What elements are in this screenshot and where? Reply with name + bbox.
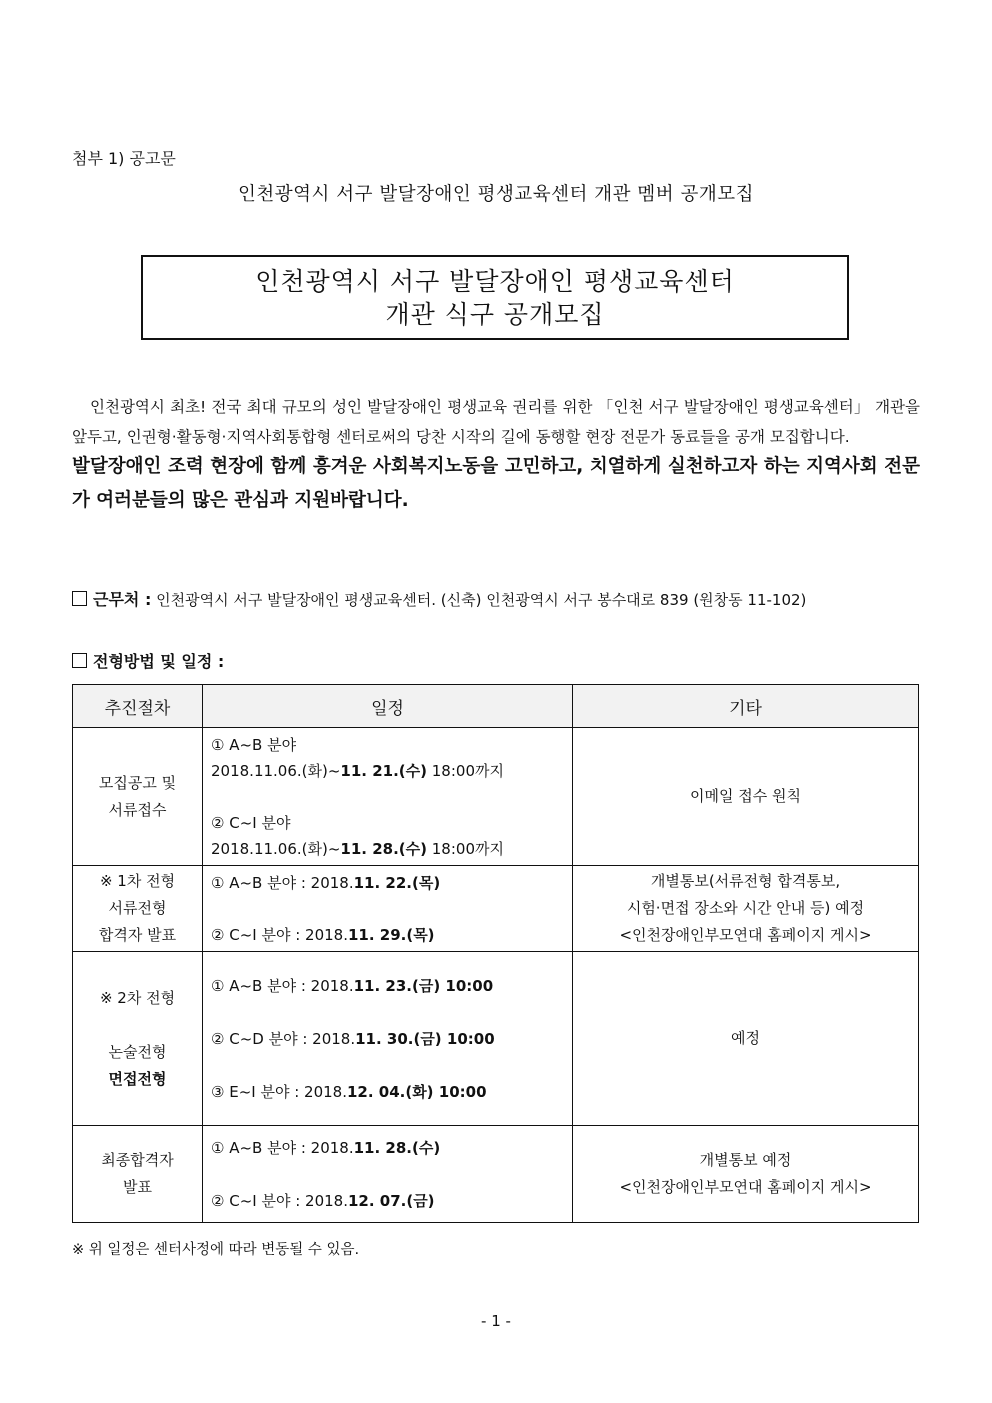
date-emphasis: 12. 04.(화) 10:00: [346, 1082, 487, 1101]
spacer: [211, 999, 572, 1026]
step-cell: [73, 1126, 203, 1223]
table-row: [73, 1126, 919, 1223]
date-emphasis: 11. 21.(수): [340, 761, 427, 780]
schedule-cell: [203, 1126, 573, 1223]
spacer: [211, 784, 572, 810]
date-emphasis: 12. 07.(금): [347, 1191, 435, 1210]
date-emphasis: 11. 30.(금) 10:00: [355, 1029, 495, 1048]
step-text: 최종합격자: [101, 1151, 174, 1169]
step-text: ※ 2차 전형: [99, 988, 176, 1007]
title-box: [141, 255, 849, 340]
note-cell: 이메일 접수 원칙: [573, 728, 919, 866]
note-text: <인천장애인부모연대 홈페이지 게시>: [619, 1178, 872, 1196]
table-row: [73, 866, 919, 952]
date-emphasis: 11. 28.(수): [353, 1138, 441, 1157]
header-schedule: 일정: [203, 685, 573, 728]
schedule-item: [211, 870, 572, 896]
title-line-1: 인천광역시 서구 발달장애인 평생교육센터: [255, 267, 735, 296]
checkbox-icon: [72, 653, 87, 668]
workplace-line: [72, 587, 806, 610]
step-text: 면접전형: [108, 1069, 167, 1088]
schedule-text: ① A~B 분야 : 2018.: [211, 873, 354, 892]
step-text: 모집공고 및: [98, 773, 177, 792]
schedule-item: [211, 1135, 572, 1161]
schedule-item-date: [211, 836, 572, 862]
schedule-cell: [203, 728, 573, 866]
note-text: 개별통보 예정: [699, 1151, 792, 1169]
schedule-item-title: ① A~B 분야: [211, 735, 297, 754]
schedule-cell: [203, 952, 573, 1126]
header-step: 추진절차: [73, 685, 203, 728]
intro-section: [72, 392, 920, 518]
date-text: 18:00까지: [427, 761, 504, 780]
intro-emphasis-paragraph: 발달장애인 조력 현장에 함께 흥겨운 사회복지노동을 고민하고, 치열하게 실천하고자 하는 지역사회 전문가 여러분들의 많은 관심과 지원바랍니다.: [72, 456, 920, 511]
table-row: [73, 728, 919, 866]
date-text: 2018.11.06.(화)~: [211, 839, 341, 858]
spacer: [211, 1161, 572, 1188]
method-heading-text: 전형방법 및 일정 :: [93, 652, 225, 671]
note-text: 시험·면접 장소와 시간 안내 등) 예정: [626, 899, 865, 917]
step-cell: [73, 728, 203, 866]
page-subtitle: 인천광역시 서구 발달장애인 평생교육센터 개관 멤버 공개모집: [238, 184, 754, 205]
attachment-label: 첨부 1) 공고문: [72, 149, 176, 168]
workplace-label: 근무처 :: [93, 590, 152, 609]
spacer: [211, 896, 572, 922]
checkbox-icon: [72, 591, 87, 606]
date-emphasis: 11. 29.(목): [347, 925, 435, 944]
schedule-text: ② C~I 분야 : 2018.: [211, 925, 348, 944]
date-emphasis: 11. 23.(금) 10:00: [353, 976, 494, 995]
step-cell: [73, 866, 203, 952]
schedule-item: [211, 922, 572, 948]
footnote: ※ 위 일정은 센터사정에 따라 변동될 수 있음.: [72, 1242, 360, 1258]
date-emphasis: 11. 22.(목): [353, 873, 441, 892]
schedule-item: [211, 1026, 572, 1052]
spacer: [211, 1052, 572, 1079]
note-text: 개별통보(서류전형 합격통보,: [650, 872, 841, 890]
date-text: 2018.11.06.(화)~: [211, 761, 341, 780]
page-number: - 1 -: [481, 1312, 511, 1330]
table-header-row: [73, 685, 919, 728]
schedule-item: [211, 1188, 572, 1214]
table-row: [73, 952, 919, 1126]
step-text: 서류접수: [108, 800, 167, 819]
schedule-text: ③ E~I 분야 : 2018.: [211, 1082, 347, 1101]
workplace-value: 인천광역시 서구 발달장애인 평생교육센터. (신축) 인천광역시 서구 봉수대로 839 (원창동 11-102): [156, 591, 807, 609]
title-line-2: 개관 식구 공개모집: [385, 300, 605, 329]
intro-paragraph: 인천광역시 최초! 전국 최대 규모의 성인 발달장애인 평생교육 권리를 위한 「인천 서구 발달장애인 평생교육센터」 개관을 앞두고, 인권형·활동형·지역사회통합형 센터로써의 당찬 시작의 길에 동행할 현장 전문가 동료들을 공개 모집합니다.: [72, 398, 920, 446]
step-cell: [73, 952, 203, 1126]
step-text: 논술전형: [108, 1042, 167, 1061]
note-cell: [573, 1126, 919, 1223]
date-emphasis: 11. 28.(수): [340, 839, 427, 858]
schedule-text: ② C~I 분야 : 2018.: [211, 1191, 348, 1210]
step-text: 합격자 발표: [98, 926, 177, 944]
schedule-text: ① A~B 분야 : 2018.: [211, 1138, 354, 1157]
schedule-text: ② C~D 분야 : 2018.: [211, 1029, 356, 1048]
header-note: 기타: [573, 685, 919, 728]
note-cell: 예정: [573, 952, 919, 1126]
step-text: 서류전형: [108, 899, 167, 917]
schedule-text: ① A~B 분야 : 2018.: [211, 976, 354, 995]
schedule-cell: [203, 866, 573, 952]
note-cell: [573, 866, 919, 952]
date-text: 18:00까지: [427, 839, 504, 858]
note-text: <인천장애인부모연대 홈페이지 게시>: [619, 926, 872, 944]
schedule-item-title: ② C~I 분야: [211, 813, 291, 832]
schedule-item: [211, 1079, 572, 1105]
method-heading: [72, 649, 224, 672]
schedule-item-date: [211, 758, 572, 784]
schedule-table: [72, 684, 919, 1223]
spacer: [73, 1012, 202, 1039]
schedule-item: [211, 973, 572, 999]
step-text: 발표: [123, 1178, 152, 1196]
step-text: ※ 1차 전형: [99, 872, 176, 890]
